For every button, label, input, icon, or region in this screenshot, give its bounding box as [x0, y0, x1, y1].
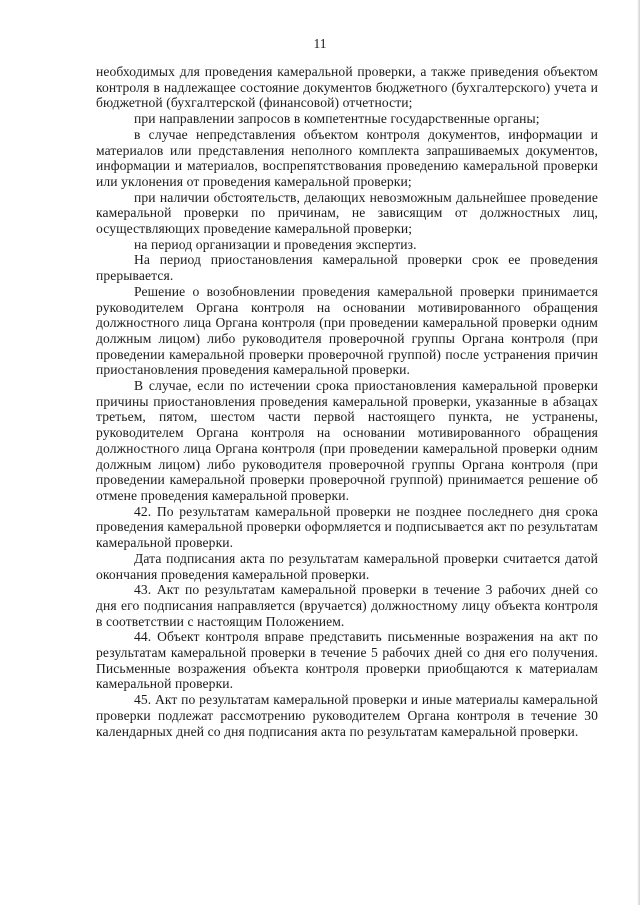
- paragraph: при направлении запросов в компетентные государственные органы;: [134, 111, 540, 127]
- document-body: [96, 64, 598, 739]
- paragraph: необходимых для проведения камеральной проверки, а также приведения объектом контроля в надлежащее состояние документов бюджетного (бухгалтерского) учета и бюджетной (бухгалтерской (финансовой) отчетности;: [96, 64, 598, 111]
- paragraph-item-43: 43. Акт по результатам камеральной проверки в течение 3 рабочих дней со дня его подписания направляется (вручается) должностному лицу объекта контроля в соответствии с настоящим Положением.: [96, 582, 598, 629]
- paragraph: при наличии обстоятельств, делающих невозможным дальнейшее проведение камеральной проверки по причинам, не зависящим от должностных лиц, осуществляющих проведение камеральной проверки;: [96, 189, 598, 237]
- page-number: 11: [313, 36, 327, 51]
- paragraph-item-44: 44. Объект контроля вправе представить письменные возражения на акт по результатам камеральной проверки в течение 5 рабочих дней со дня его получения. Письменные возражения объекта контроля проверки приобщаются к материалам камеральной проверки.: [96, 629, 598, 692]
- paragraph-item-42: 42. По результатам камеральной проверки не позднее последнего дня срока проведения камеральной проверки оформляется и подписывается акт по результатам камеральной проверки.: [96, 503, 598, 551]
- paragraph: На период приостановления камеральной проверки срок ее проведения прерывается.: [96, 252, 598, 284]
- paragraph: Дата подписания акта по результатам камеральной проверки считается датой окончания проведения камеральной проверки.: [96, 550, 598, 582]
- paragraph: В случае, если по истечении срока приостановления камеральной проверки причины приостановления проведения камеральной проверки, указанные в абзацах третьем, пятом, шестом части первой настоящего пункта, не устранены, руководителем Органа контроля на основании мотивированного обращения должностного лица Органа контроля (при проведении камеральной проверки одним должным лицом) либо руководителя проверочной группы Органа контроля (при проведении камеральной проверки проверочной группой) принимается решение об отмене проведения камеральной проверки.: [96, 378, 598, 503]
- paragraph: на период организации и проведения экспертиз.: [134, 236, 417, 252]
- paragraph-item-45: 45. Акт по результатам камеральной проверки и иные материалы камеральной проверки подлежат рассмотрению руководителем Органа контроля в течение 30 календарных дней со дня подписания акта по результатам камеральной проверки.: [96, 692, 598, 739]
- paragraph: в случае непредставления объектом контроля документов, информации и материалов или представления неполного комплекта запрашиваемых документов, информации и материалов, воспрепятствования проведению камеральной проверки или уклонения от проведения камеральной проверки;: [96, 126, 598, 189]
- paragraph: Решение о возобновлении проведения камеральной проверки принимается руководителем Органа контроля на основании мотивированного обращения должностного лица Органа контроля (при проведении камеральной проверки одним должным лицом) либо руководителя проверочной группы Органа контроля (при проведении камеральной проверки проверочной группой) после устранения причин приостановления проведения камеральной проверки.: [96, 283, 598, 378]
